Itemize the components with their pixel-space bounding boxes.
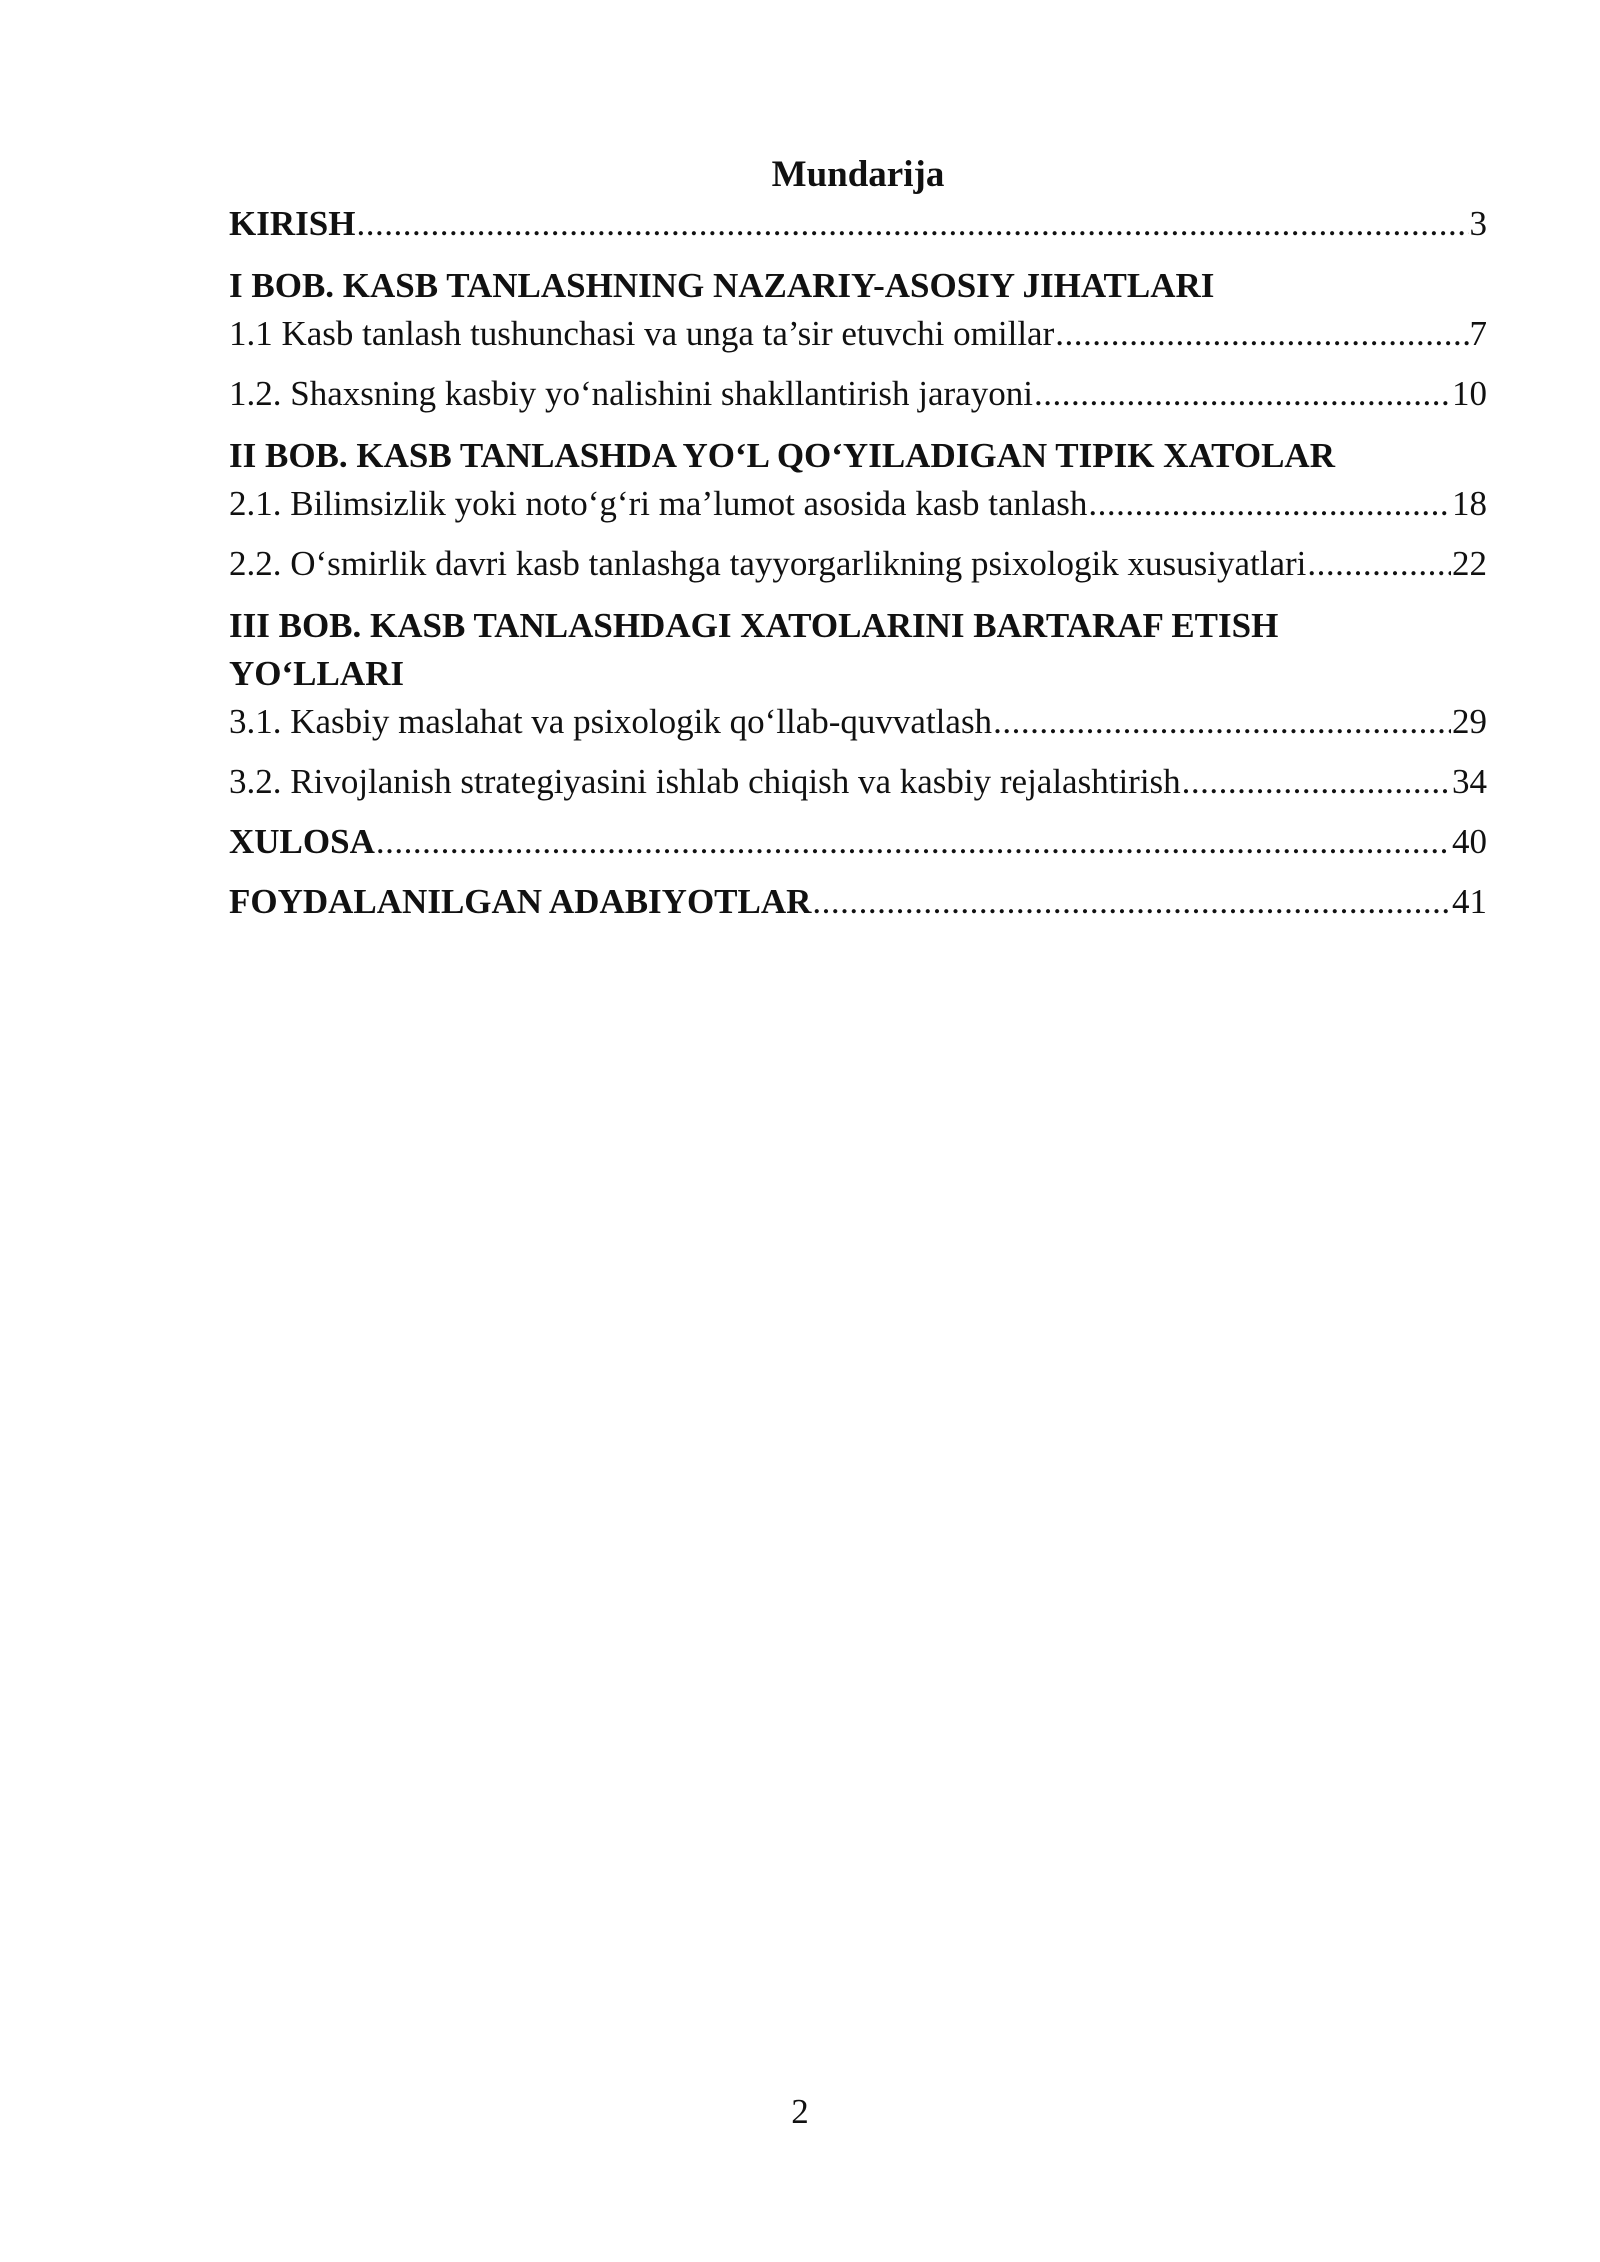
toc-entry-page: 10: [1452, 374, 1487, 413]
toc-chapter-3: III BOB. KASB TANLASHDAGI XATOLARINI BARTARAF ETISH YO‘LLARI: [229, 606, 1279, 693]
toc-entry-page: 22: [1452, 544, 1487, 583]
dot-leader: [1034, 370, 1451, 418]
toc-entry-page: 29: [1452, 702, 1487, 741]
toc-entry-page: 40: [1452, 822, 1487, 861]
dot-leader: [1307, 540, 1451, 588]
page-number: 2: [791, 2092, 809, 2131]
toc-entry-2-1: [229, 480, 1487, 528]
dot-leader: [1088, 480, 1451, 528]
toc-entry-page: 18: [1452, 484, 1487, 523]
toc-entry-label: KIRISH: [229, 204, 356, 243]
dot-leader: [356, 200, 1468, 248]
toc-entry-label: XULOSA: [229, 822, 375, 861]
dot-leader: [1182, 758, 1451, 806]
table-of-contents: [229, 150, 1487, 926]
toc-entry-page: 34: [1452, 762, 1487, 801]
toc-entry-kirish: [229, 200, 1487, 248]
toc-entry-page: 7: [1469, 314, 1487, 353]
toc-chapter-1: I BOB. KASB TANLASHNING NAZARIY-ASOSIY JIHATLARI: [229, 266, 1215, 305]
toc-entry-3-2: [229, 758, 1487, 806]
toc-entry-xulosa: [229, 818, 1487, 866]
toc-entry-adabiyotlar: [229, 878, 1487, 926]
toc-entry-label: 3.1. Kasbiy maslahat va psixologik qo‘llab-quvvatlash: [229, 702, 993, 741]
dot-leader: [812, 878, 1451, 926]
toc-entry-1-1: [229, 310, 1487, 358]
dot-leader: [1055, 310, 1468, 358]
toc-entry-page: 41: [1452, 882, 1487, 921]
toc-entry-label: 1.1 Kasb tanlash tushunchasi va unga ta’sir etuvchi omillar: [229, 314, 1055, 353]
toc-entry-1-2: [229, 370, 1487, 418]
toc-title: Mundarija: [771, 154, 945, 195]
toc-chapter-2: II BOB. KASB TANLASHDA YO‘L QO‘YILADIGAN TIPIK XATOLAR: [229, 436, 1335, 475]
toc-entry-label: FOYDALANILGAN ADABIYOTLAR: [229, 882, 812, 921]
toc-entry-3-1: [229, 698, 1487, 746]
dot-leader: [993, 698, 1451, 746]
toc-entry-label: 2.1. Bilimsizlik yoki noto‘g‘ri ma’lumot asosida kasb tanlash: [229, 484, 1088, 523]
toc-entry-label: 1.2. Shaxsning kasbiy yo‘nalishini shakllantirish jarayoni: [229, 374, 1033, 413]
toc-entry-2-2: [229, 540, 1487, 588]
toc-entry-label: 2.2. O‘smirlik davri kasb tanlashga tayyorgarlikning psixologik xususiyatlari: [229, 544, 1307, 583]
toc-entry-label: 3.2. Rivojlanish strategiyasini ishlab chiqish va kasbiy rejalashtirish: [229, 762, 1181, 801]
toc-entry-page: 3: [1469, 204, 1487, 243]
dot-leader: [376, 818, 1451, 866]
